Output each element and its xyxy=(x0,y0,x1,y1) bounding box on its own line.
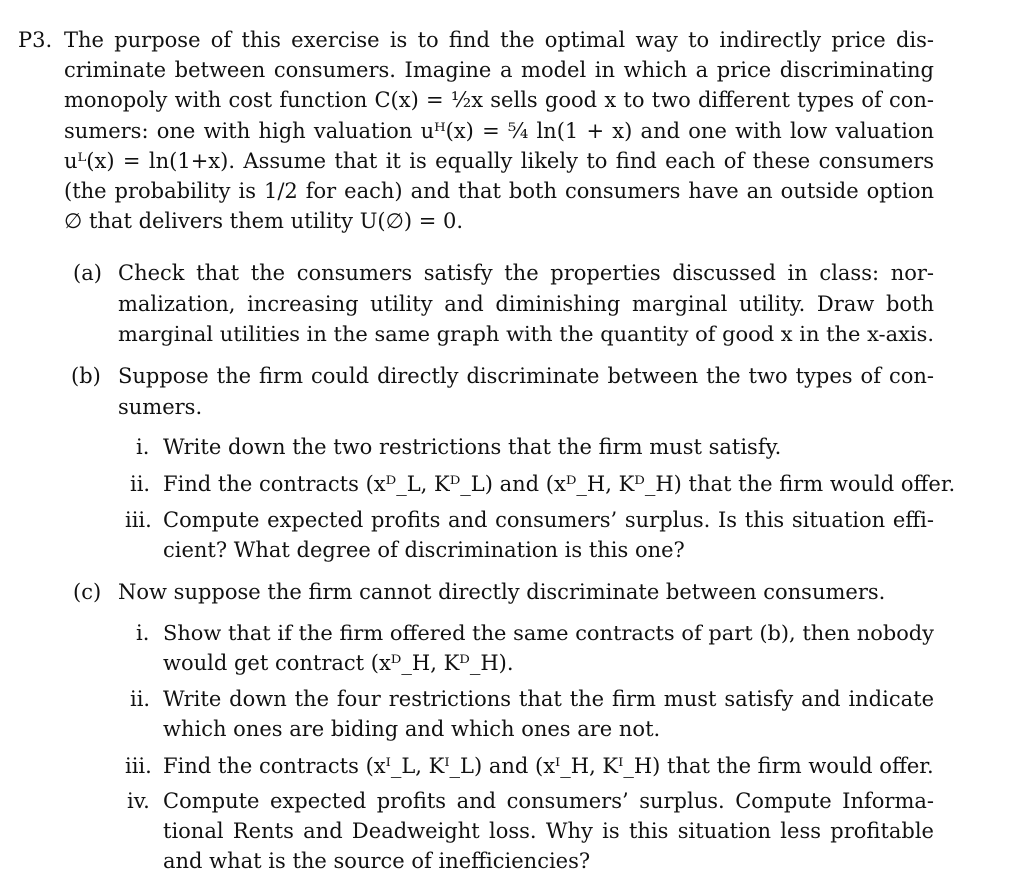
part-b-item-line: Find the contracts (xᴰ_L, Kᴰ_L) and (xᴰ_H, Kᴰ_H) that the firm would offer. xyxy=(163,472,956,496)
problem-line: The purpose of this exercise is to find the optimal way to indirectly price dis- xyxy=(64,28,934,52)
part-c-item-label: i. xyxy=(136,621,150,645)
part-b-item-label: iii. xyxy=(125,508,152,532)
problem-line: criminate between consumers. Imagine a model in which a price discriminating xyxy=(64,58,934,82)
part-c-item-line: Compute expected profits and consumers’ surplus. Compute Informa- xyxy=(163,789,934,813)
part-b-label: (b) xyxy=(71,364,101,388)
part-a-line: malization, increasing utility and diminishing marginal utility. Draw both xyxy=(118,292,934,316)
problem-line: ∅ that delivers them utility U(∅) = 0. xyxy=(64,209,464,233)
part-b-item-line: cient? What degree of discrimination is this one? xyxy=(163,538,685,562)
part-b-item-line: Compute expected profits and consumers’ surplus. Is this situation effi- xyxy=(163,508,934,532)
problem-line: uᴸ(x) = ln(1+x). Assume that it is equally likely to find each of these consumers xyxy=(64,149,934,173)
part-c-item-line: Show that if the firm offered the same contracts of part (b), then nobody xyxy=(163,621,934,645)
part-c-item-line: would get contract (xᴰ_H, Kᴰ_H). xyxy=(163,651,514,675)
part-c-label: (c) xyxy=(73,580,102,604)
part-c-item-line: Find the contracts (xᴵ_L, Kᴵ_L) and (xᴵ_H, Kᴵ_H) that the firm would offer. xyxy=(163,754,934,778)
part-b-line: Suppose the firm could directly discriminate between the two types of con- xyxy=(118,364,934,388)
problem-number: P3. xyxy=(18,28,53,52)
part-b-item-label: i. xyxy=(136,435,150,459)
part-c-line: Now suppose the firm cannot directly discriminate between consumers. xyxy=(118,580,886,604)
part-a-line: marginal utilities in the same graph with the quantity of good x in the x-axis. xyxy=(118,322,934,346)
part-c-item-line: which ones are biding and which ones are not. xyxy=(163,717,661,741)
part-c-item-line: tional Rents and Deadweight loss. Why is this situation less profitable xyxy=(163,819,934,843)
part-c-item-line: and what is the source of inefficiencies? xyxy=(163,849,591,873)
problem-line: sumers: one with high valuation uᴴ(x) = ⁵⁄₄ ln(1 + x) and one with low valuation xyxy=(64,119,934,143)
part-b-line: sumers. xyxy=(118,395,203,419)
part-a-line: Check that the consumers satisfy the properties discussed in class: nor- xyxy=(118,261,934,285)
part-a-label: (a) xyxy=(73,261,102,285)
part-b-item-line: Write down the two restrictions that the firm must satisfy. xyxy=(163,435,782,459)
problem-line: monopoly with cost function C(x) = ½x sells good x to two different types of con- xyxy=(64,88,934,112)
problem-line: (the probability is 1/2 for each) and that both consumers have an outside option xyxy=(64,179,934,203)
part-c-item-label: iii. xyxy=(125,754,152,778)
part-c-item-label: ii. xyxy=(130,687,151,711)
part-c-item-label: iv. xyxy=(127,789,150,813)
part-c-item-line: Write down the four restrictions that the firm must satisfy and indicate xyxy=(163,687,934,711)
part-b-item-label: ii. xyxy=(130,472,151,496)
